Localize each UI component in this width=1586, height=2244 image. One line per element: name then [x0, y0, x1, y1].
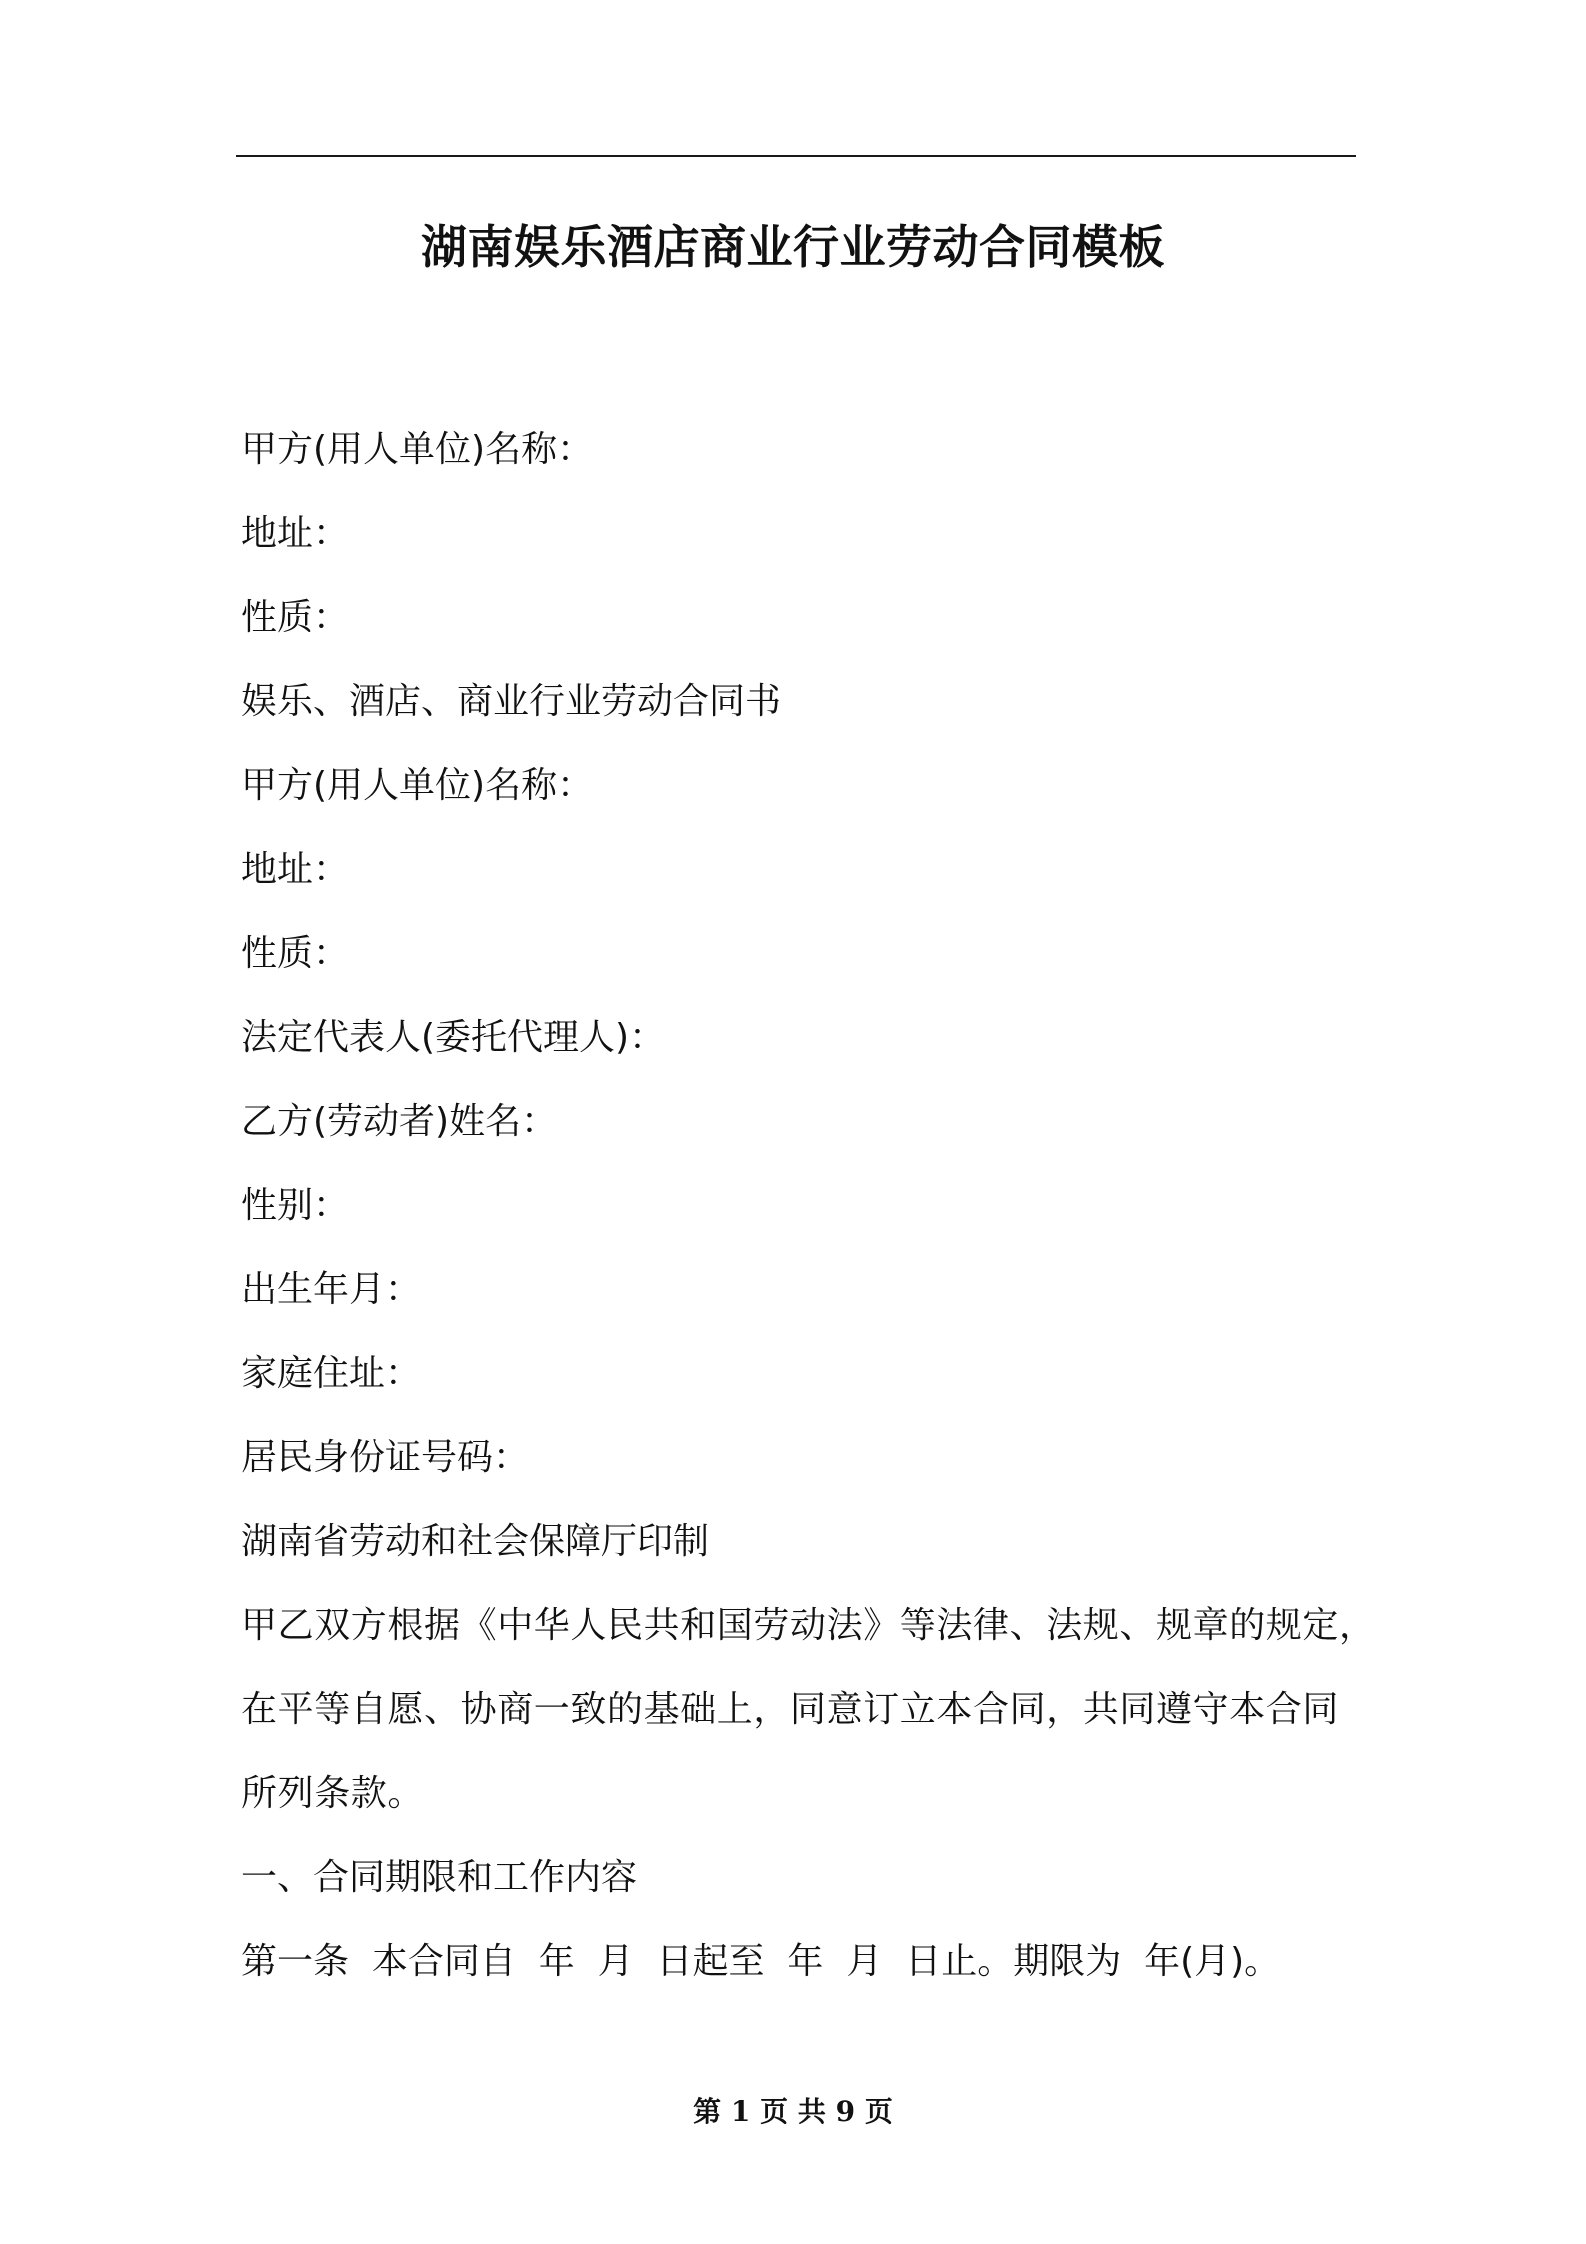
contract-subtitle: 娱乐、酒店、商业行业劳动合同书	[241, 681, 782, 722]
employer-address-field: 地址：	[241, 513, 350, 554]
preamble-line: 甲乙双方根据《中华人民共和国劳动法》等法律、法规、规章的规定，	[241, 1605, 1376, 1646]
home-address-field: 家庭住址：	[241, 1353, 422, 1394]
page-indicator: 第 1 页 共 9 页	[693, 2095, 893, 2128]
birth-date-field: 出生年月：	[241, 1269, 422, 1310]
preamble-line: 所列条款。	[241, 1773, 425, 1814]
legal-representative-field: 法定代表人(委托代理人)：	[241, 1017, 666, 1058]
clause-1: 第一条 本合同自 年 月 日起至 年 月 日止。期限为 年(月)。	[241, 1941, 1281, 1982]
preamble-paragraph	[241, 1584, 1376, 1836]
document-title: 湖南娱乐酒店商业行业劳动合同模板	[421, 220, 1165, 274]
id-number-field: 居民身份证号码：	[241, 1437, 530, 1478]
section-heading: 一、合同期限和工作内容	[241, 1857, 638, 1898]
employer-nature-field: 性质：	[241, 597, 350, 638]
employer-address-field-2: 地址：	[241, 849, 350, 890]
employer-name-field: 甲方(用人单位)名称：	[241, 429, 594, 470]
employer-name-field-2: 甲方(用人单位)名称：	[241, 765, 594, 806]
document-body	[241, 408, 1376, 2004]
preamble-line: 在平等自愿、协商一致的基础上，同意订立本合同，共同遵守本合同	[241, 1689, 1340, 1730]
gender-field: 性别：	[241, 1185, 350, 1226]
employer-nature-field-2: 性质：	[241, 933, 350, 974]
employee-name-field: 乙方(劳动者)姓名：	[241, 1101, 558, 1142]
header-rule	[236, 155, 1356, 157]
issuer-line: 湖南省劳动和社会保障厅印制	[241, 1521, 710, 1562]
